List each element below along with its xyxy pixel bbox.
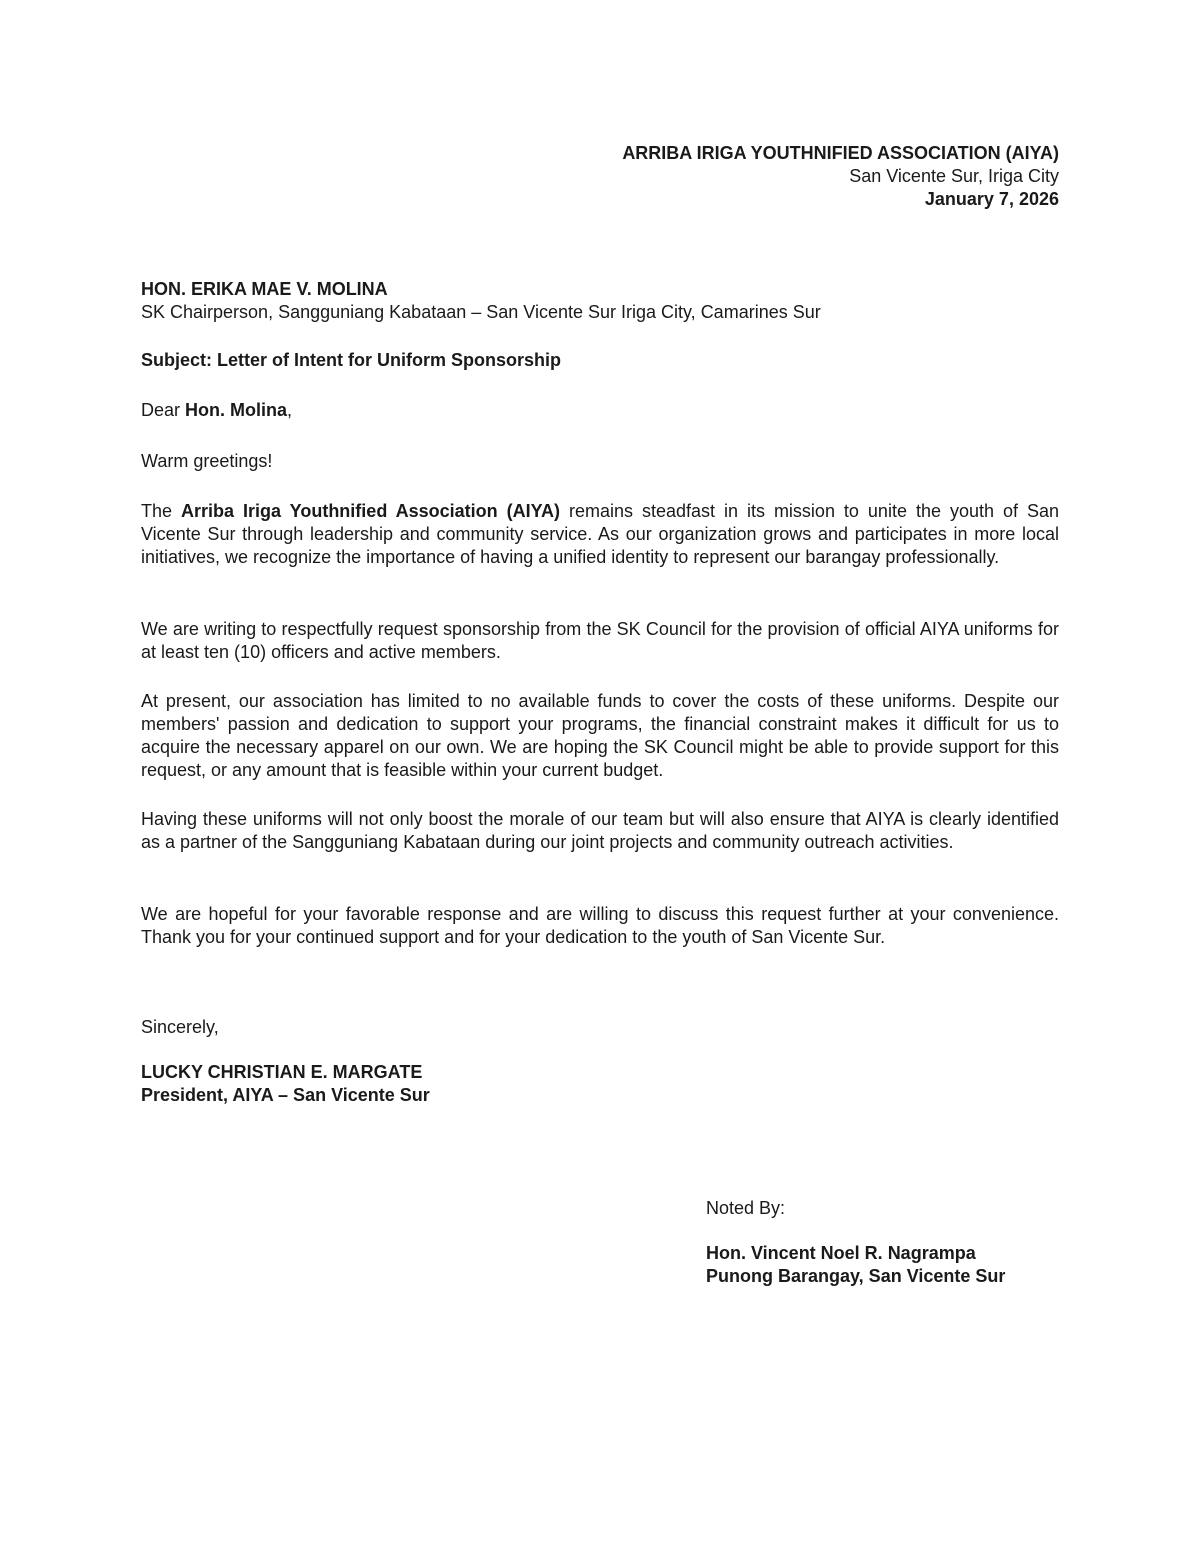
closing <box>141 1016 1059 1039</box>
org-name: ARRIBA IRIGA YOUTHNIFIED ASSOCIATION (AIYA) <box>622 143 1059 163</box>
recipient-block <box>141 278 1059 324</box>
org-address: San Vicente Sur, Iriga City <box>849 166 1059 186</box>
greeting <box>141 450 1059 473</box>
p1-org-name: Arriba Iriga Youthnified Association (AIYA) <box>181 501 560 521</box>
subject-line <box>141 349 1059 372</box>
greeting-text: Warm greetings! <box>141 451 273 471</box>
salutation-prefix: Dear <box>141 400 186 420</box>
body-paragraph-2: We are writing to respectfully request sponsorship from the SK Council for the provision of official AIYA uniforms for at least ten (10) officers and active members. <box>141 619 1059 662</box>
subject-text: Subject: Letter of Intent for Uniform Sponsorship <box>141 350 561 370</box>
signatory-title: President, AIYA – San Vicente Sur <box>141 1085 430 1105</box>
noted-by-title: Punong Barangay, San Vicente Sur <box>706 1266 1006 1286</box>
noted-by-name: Hon. Vincent Noel R. Nagrampa <box>706 1243 976 1263</box>
noted-by-label-block <box>706 1197 1106 1220</box>
salutation-suffix: , <box>287 400 293 420</box>
letter-header <box>141 142 1059 211</box>
body-paragraph-4: Having these uniforms will not only boost the morale of our team but will also ensure that AIYA is clearly identified as a partner of the Sangguniang Kabataan during our joint projects and community outreach activities. <box>141 809 1059 852</box>
letter-date: January 7, 2026 <box>924 189 1059 209</box>
noted-by-block <box>706 1242 1106 1288</box>
p1-prefix: The <box>141 501 181 521</box>
body-paragraph-3: At present, our association has limited to no available funds to cover the costs of these uniforms. Despite our members' passion and dedication to support your programs, the financial constraint makes it difficult for us to acquire the necessary apparel on our own. We are hoping the SK Council might be able to provide support for this request, or any amount that is feasible within your current budget. <box>141 691 1059 780</box>
recipient-name: HON. ERIKA MAE V. MOLINA <box>141 279 388 299</box>
closing-text: Sincerely, <box>141 1017 219 1037</box>
signatory-name: LUCKY CHRISTIAN E. MARGATE <box>141 1062 423 1082</box>
noted-by-label: Noted By: <box>706 1198 786 1218</box>
body-paragraph-5: We are hopeful for your favorable response and are willing to discuss this request further at your convenience. Thank you for your continued support and for your dedication to the youth of San Vicente Sur. <box>141 904 1059 947</box>
body-paragraph-1 <box>141 500 1059 569</box>
recipient-title: SK Chairperson, Sangguniang Kabataan – San Vicente Sur Iriga City, Camarines Sur <box>141 302 821 322</box>
salutation <box>141 399 1059 422</box>
p1-rest: remains steadfast in its mission to unite the youth of San Vicente Sur through leadership and community service. As our organization grows and participates in more local initiatives, we recognize the importance of having a unified identity to represent our barangay professionally. <box>141 501 1059 567</box>
salutation-name: Hon. Molina <box>185 400 288 420</box>
signatory-block <box>141 1061 1059 1107</box>
